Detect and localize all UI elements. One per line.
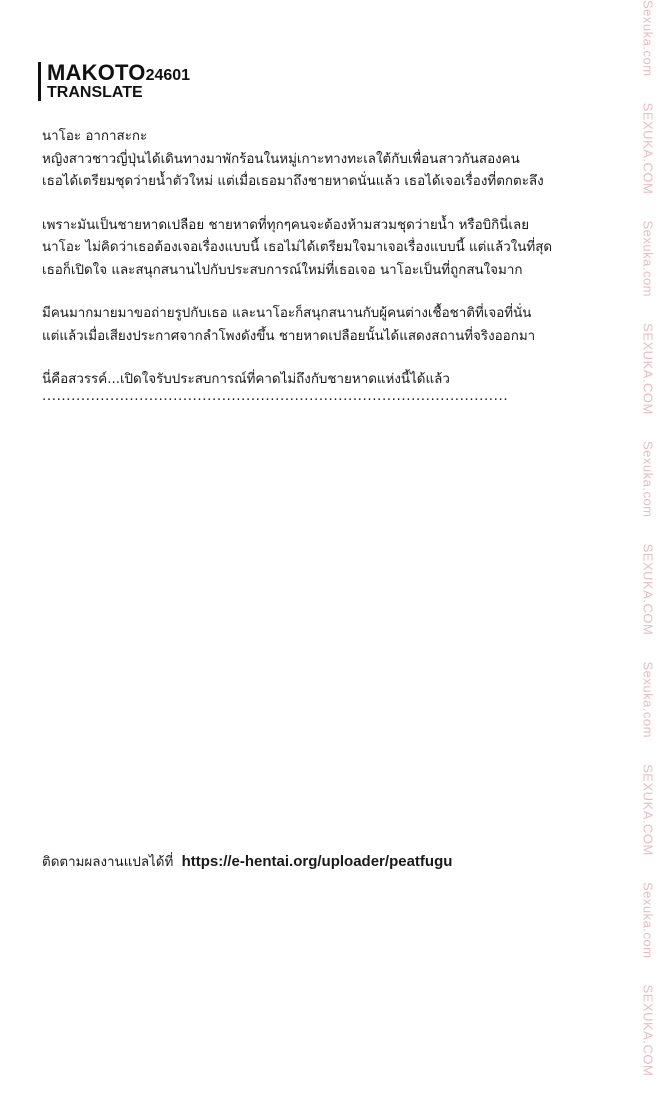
watermark-item: Sexuka.com xyxy=(640,220,656,298)
uploader-link[interactable]: https://e-hentai.org/uploader/peatfugu xyxy=(181,853,453,870)
watermark-text xyxy=(641,0,656,1098)
watermark-item: SEXUKA.COM xyxy=(640,102,656,195)
synopsis-text xyxy=(42,126,602,404)
text-line: แต่แล้วเมื่อเสียงประกาศจากลำโพงดังขึ้น ชายหาดเปลือยนั้นได้แสดงสถานที่จริงออกมา xyxy=(42,328,536,344)
logo-number: 24601 xyxy=(145,67,191,84)
logo-subtitle: TRANSLATE xyxy=(47,84,143,101)
watermark-item: Sexuka.com xyxy=(640,440,656,518)
text-line: นี่คือสวรรค์...เปิดใจรับประสบการณ์ที่คาดไม่ถึงกับชายหาดแห่งนี้ได้แล้ว xyxy=(42,372,450,387)
paragraph-2 xyxy=(42,215,602,283)
watermark-item: SEXUKA.COM xyxy=(640,764,656,856)
footer-credit xyxy=(42,851,452,872)
text-line: นาโอะ อากาสะกะ xyxy=(42,129,148,144)
paragraph-4 xyxy=(42,369,602,404)
text-line: เธอก็เปิดใจ และสนุกสนานไปกับประสบการณ์ใหม่ที่เธอเจอ นาโอะเป็นที่ถูกสนใจมาก xyxy=(42,262,523,278)
watermark-item: Sexuka.com xyxy=(640,881,656,959)
text-line: เธอได้เตรียมชุดว่ายน้ำตัวใหม่ แต่เมื่อเธอมาถึงชายหาดนั่นแล้ว เธอได้เจอเรื่องที่ตกตะลึง xyxy=(42,174,544,189)
watermark-item: Sexuka.com xyxy=(640,0,656,77)
watermark-item: Sexuka.com xyxy=(640,661,656,738)
side-watermark xyxy=(637,0,659,1077)
paragraph-1 xyxy=(42,126,602,194)
watermark-item: SEXUKA.COM xyxy=(640,543,656,636)
watermark-item: SEXUKA.COM xyxy=(640,323,656,415)
text-line: เพราะมันเป็นชายหาดเปลือย ชายหาดที่ทุกๆคนจะต้องห้ามสวมชุดว่ายน้ำ หรือบิกินี่เลย xyxy=(42,217,530,233)
text-line: นาโอะ ไม่คิดว่าเธอต้องเจอเรื่องแบบนี้ เธอไม่ได้เตรียมใจมาเจอเรื่องแบบนี้ แต่แล้วในที่สุด xyxy=(42,240,553,255)
text-line: มีคนมากมายมาขอถ่ายรูปกับเธอ และนาโอะก็สนุกสนานกับผู้คนต่างเชื้อชาติที่เจอที่นั่น xyxy=(42,306,532,321)
text-line: หญิงสาวชาวญี่ปุ่นได้เดินทางมาพักร้อนในหมู่เกาะทางทะเลใต้กับเพื่อนสาวกันสองคน xyxy=(42,151,520,167)
footer-label: ติดตามผลงานแปลได้ที่ xyxy=(42,855,174,870)
logo-brand-text: MAKOTO xyxy=(47,60,146,85)
logo-title xyxy=(47,62,190,84)
dotted-separator: ................................................................................................ xyxy=(42,388,509,404)
translator-logo xyxy=(38,62,190,101)
watermark-item: SEXUKA.COM xyxy=(640,984,656,1077)
paragraph-3 xyxy=(42,303,602,348)
